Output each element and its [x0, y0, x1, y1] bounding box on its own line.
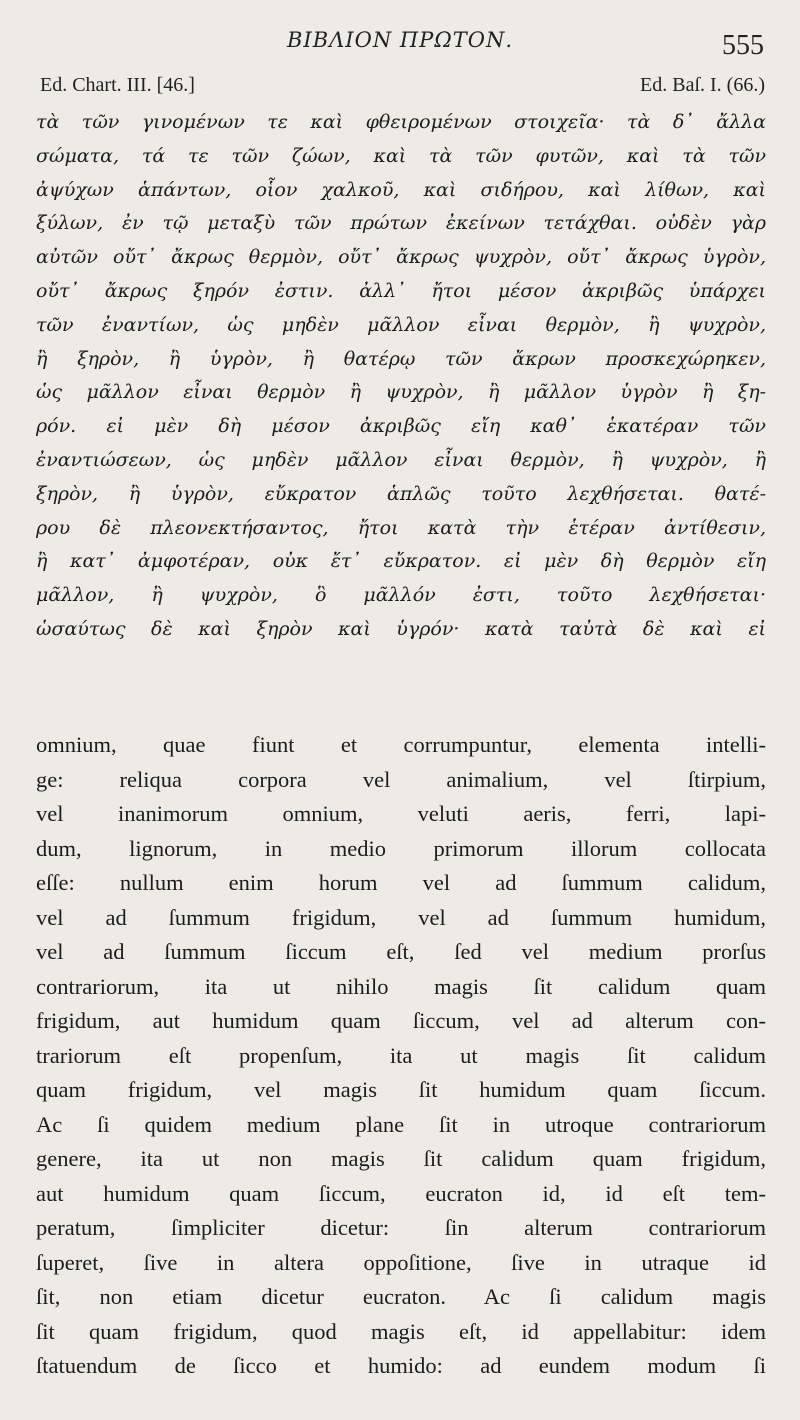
running-header-title: ΒΙΒΛΙΟΝ ΠΡΩΤΟΝ.	[286, 28, 513, 52]
latin-line: frigidum, aut humidum quam ſiccum, vel ad alterum con-	[36, 1008, 766, 1033]
latin-text-block	[36, 728, 766, 1384]
greek-line: ἢ ξηρὸν, ἢ ὑγρὸν, ἢ θατέρῳ τῶν ἄκρων προσκεχώρηκεν,	[36, 347, 766, 370]
latin-line: omnium, quae fiunt et corrumpuntur, elementa intelli-	[36, 732, 766, 757]
latin-line: ſuperet, ſive in altera oppoſitione, ſive in utraque id	[36, 1249, 766, 1275]
greek-line: ἢ κατ᾽ ἀμφοτέραν, οὐκ ἔτ᾽ εὔκρατον. εἰ μὲν δὴ θερμὸν εἴη	[36, 550, 766, 573]
latin-line: aut humidum quam ſiccum, eucraton id, id eſt tem-	[36, 1180, 766, 1206]
greek-line: ἐναντιώσεων, ὡς μηδὲν μᾶλλον εἶναι θερμὸν, ἢ ψυχρὸν, ἢ	[36, 448, 766, 471]
latin-line: ſit, non etiam dicetur eucraton. Ac ſi calidum magis	[36, 1284, 766, 1309]
latin-line: trariorum eſt propenſum, ita ut magis ſit calidum	[36, 1042, 766, 1068]
latin-line: quam frigidum, vel magis ſit humidum quam ſiccum.	[36, 1077, 766, 1102]
greek-line: ξηρὸν, ἢ ὑγρὸν, εὔκρατον ἁπλῶς τοῦτο λεχθήσεται. θατέ-	[36, 482, 766, 505]
greek-line: οὔτ᾽ ἄκρως ξηρόν ἐστιν. ἀλλ᾽ ἤτοι μέσον ἀκριβῶς ὑπάρχει	[36, 279, 766, 302]
latin-line: vel inanimorum omnium, veluti aeris, ferri, lapi-	[36, 801, 766, 826]
latin-line: ge: reliqua corpora vel animalium, vel ſtirpium,	[36, 766, 766, 792]
latin-line: contrariorum, ita ut nihilo magis ſit calidum quam	[36, 973, 766, 999]
greek-line: ρου δὲ πλεονεκτήσαντος, ἤτοι κατὰ τὴν ἑτέραν ἀντίθεσιν,	[36, 516, 766, 539]
greek-line: μᾶλλον, ἢ ψυχρὸν, ὃ μᾶλλόν ἐστι, τοῦτο λεχθήσεται·	[36, 584, 766, 607]
latin-line: ſtatuendum de ſicco et humido: ad eundem modum ſi	[36, 1353, 766, 1378]
greek-line: σώματα, τά τε τῶν ζώων, καὶ τὰ τῶν φυτῶν, καὶ τὰ τῶν	[36, 144, 766, 167]
latin-line: vel ad ſummum frigidum, vel ad ſummum humidum,	[36, 904, 766, 930]
greek-line: ὡσαύτως δὲ καὶ ξηρὸν καὶ ὑγρόν· κατὰ ταὐτὰ δὲ καὶ εἰ	[36, 617, 766, 640]
greek-line: ὡς μᾶλλον εἶναι θερμὸν ἢ ψυχρὸν, ἢ μᾶλλον ὑγρὸν ἢ ξη-	[36, 381, 766, 404]
greek-line: τὰ τῶν γινομένων τε καὶ φθειρομένων στοιχεῖα· τὰ δ᾽ ἄλλα	[36, 111, 766, 133]
latin-line: eſſe: nullum enim horum vel ad ſummum calidum,	[36, 870, 766, 895]
latin-line: genere, ita ut non magis ſit calidum quam frigidum,	[36, 1146, 766, 1171]
greek-line: ξύλων, ἐν τῷ μεταξὺ τῶν πρώτων ἐκείνων τετάχθαι. οὐδὲν γὰρ	[36, 212, 766, 235]
greek-line: ἀψύχων ἁπάντων, οἷον χαλκοῦ, καὶ σιδήρου, καὶ λίθων, καὶ	[36, 178, 766, 201]
greek-line: ρόν. εἰ μὲν δὴ μέσον ἀκριβῶς εἴη καθ᾽ ἑκατέραν τῶν	[36, 415, 766, 438]
latin-line: vel ad ſummum ſiccum eſt, ſed vel medium prorſus	[36, 939, 766, 964]
greek-text-block	[36, 106, 766, 647]
latin-line: dum, lignorum, in medio primorum illorum collocata	[36, 835, 766, 861]
greek-line: τῶν ἐναντίων, ὡς μηδὲν μᾶλλον εἶναι θερμὸν, ἢ ψυχρὸν,	[36, 313, 766, 336]
latin-line: peratum, ſimpliciter dicetur: ſin alterum contrariorum	[36, 1215, 766, 1240]
page-number: 555	[722, 30, 764, 61]
edition-basel-ref: Ed. Baſ. I. (66.)	[640, 74, 765, 96]
latin-line: ſit quam frigidum, quod magis eſt, id appellabitur: idem	[36, 1318, 766, 1344]
edition-chartier-ref: Ed. Chart. III. [46.]	[40, 74, 195, 96]
greek-line: αὐτῶν οὔτ᾽ ἄκρως θερμὸν, οὔτ᾽ ἄκρως ψυχρὸν, οὔτ᾽ ἄκρως ὑγρὸν,	[36, 246, 766, 269]
latin-line: Ac ſi quidem medium plane ſit in utroque contrariorum	[36, 1111, 766, 1137]
